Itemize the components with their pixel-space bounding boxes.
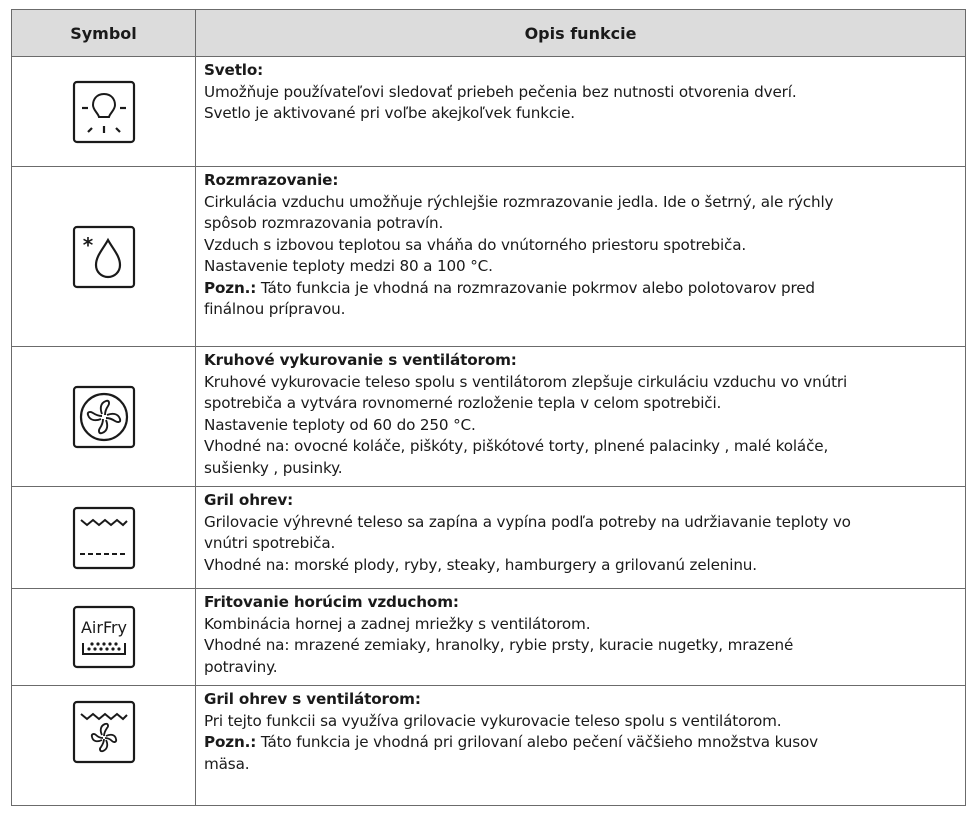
description-line: Grilovacie výhrevné teleso sa zapína a vypína podľa potreby na udržiavanie teploty vo — [204, 512, 851, 531]
function-title: Fritovanie horúcim vzduchom: — [204, 593, 459, 611]
description-line: potraviny. — [204, 657, 278, 676]
header-description: Opis funkcie — [196, 10, 966, 57]
function-title: Rozmrazovanie: — [204, 171, 339, 189]
symbol-cell — [12, 347, 196, 487]
description-line: Kruhové vykurovacie teleso spolu s ventilátorom zlepšuje cirkuláciu vzduchu vo vnútri — [204, 372, 848, 391]
description-line: Vzduch s izbovou teplotou sa vháňa do vnútorného priestoru spotrebiča. — [204, 235, 747, 254]
note-label: Pozn.: — [204, 733, 257, 751]
function-title: Gril ohrev: — [204, 491, 294, 509]
description-cell — [196, 686, 966, 806]
table-row-fan-heating — [12, 347, 966, 487]
description-line: Cirkulácia vzduchu umožňuje rýchlejšie rozmrazovanie jedla. Ide o šetrný, ale rýchly — [204, 192, 834, 211]
airfry-icon-label: AirFry — [80, 618, 127, 637]
note-line — [204, 278, 959, 300]
table-row-defrost — [12, 167, 966, 347]
description-line: Nastavenie teploty medzi 80 a 100 °C. — [204, 257, 493, 275]
symbol-cell — [12, 589, 196, 686]
function-title: Kruhové vykurovanie s ventilátorom: — [204, 351, 517, 369]
description-cell — [196, 57, 966, 167]
note-text: Táto funkcia je vhodná na rozmrazovanie pokrmov alebo polotovarov pred — [256, 278, 815, 297]
description-cell — [196, 167, 966, 347]
function-title: Svetlo: — [204, 61, 264, 79]
functions-table — [11, 9, 966, 806]
description-line: sušienky , pusinky. — [204, 458, 343, 477]
function-title: Gril ohrev s ventilátorom: — [204, 690, 421, 708]
airfry-icon — [72, 605, 136, 669]
description-cell — [196, 487, 966, 589]
description-line: Pri tejto funkcii sa využíva grilovacie vykurovacie teleso spolu s ventilátorom. — [204, 711, 782, 730]
description-line: Vhodné na: ovocné koláče, piškóty, piškótové torty, plnené palacinky , malé koláče, — [204, 437, 829, 455]
table-header-row — [12, 10, 966, 57]
description-line: Svetlo je aktivované pri voľbe akejkoľvek funkcie. — [204, 104, 575, 122]
fan-circular-heating-icon — [72, 385, 136, 449]
light-icon — [72, 80, 136, 144]
description-line: Kombinácia hornej a zadnej mriežky s ventilátorom. — [204, 614, 591, 633]
symbol-cell — [12, 167, 196, 347]
note-text: Táto funkcia je vhodná pri grilovaní alebo pečení väčšieho množstva kusov — [256, 733, 819, 751]
table-row-light — [12, 57, 966, 167]
note-label: Pozn.: — [204, 278, 257, 297]
svg-text:*: * — [82, 232, 93, 257]
description-line: Vhodné na: mrazené zemiaky, hranolky, rybie prsty, kuracie nugetky, mrazené — [204, 636, 794, 654]
symbol-cell — [12, 686, 196, 806]
description-line: vnútri spotrebiča. — [204, 534, 336, 552]
note-line: mäsa. — [204, 754, 250, 773]
table-row-grill — [12, 487, 966, 589]
description-line: spôsob rozmrazovania potravín. — [204, 214, 444, 232]
defrost-icon — [72, 225, 136, 289]
header-symbol: Symbol — [12, 10, 196, 57]
description-line: spotrebiča a vytvára rovnomerné rozloženie tepla v celom spotrebiči. — [204, 394, 722, 412]
description-line: Umožňuje používateľovi sledovať priebeh pečenia bez nutnosti otvorenia dverí. — [204, 82, 797, 101]
table-row-airfry — [12, 589, 966, 686]
description-line: Vhodné na: morské plody, ryby, steaky, hamburgery a grilovanú zeleninu. — [204, 555, 757, 574]
description-line: Nastavenie teploty od 60 do 250 °C. — [204, 415, 476, 434]
symbol-cell — [12, 487, 196, 589]
description-cell — [196, 589, 966, 686]
symbol-cell — [12, 57, 196, 167]
grill-fan-icon — [72, 700, 136, 764]
note-line: finálnou prípravou. — [204, 300, 346, 318]
table-row-grill-fan — [12, 686, 966, 806]
description-cell — [196, 347, 966, 487]
grill-icon — [72, 506, 136, 570]
note-line — [204, 732, 959, 754]
